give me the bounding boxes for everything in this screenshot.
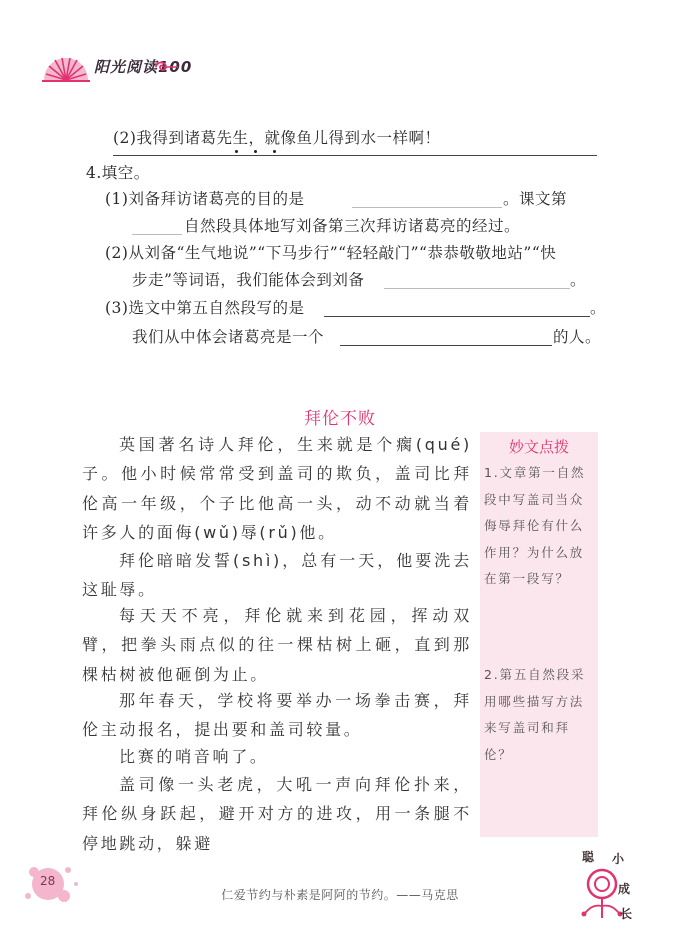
question-4-1-suffix: 。课文第: [503, 190, 568, 208]
corner-char: 成: [618, 882, 631, 896]
answer-blank[interactable]: [352, 207, 502, 208]
emphasis-dot: [254, 150, 257, 153]
sidebar-title: 妙文点拨: [508, 438, 569, 456]
question-4-label: 4.填空。: [86, 164, 150, 182]
emphasis-dot: [273, 150, 276, 153]
article-paragraph: 英国著名诗人拜伦，生来就是个瘸(qué)子。他小时候常常受到盖司的欺负，盖司比拜伦高一年级，个子比他高一头，动不动就当着许多人的面侮(wǔ)辱(rǔ)他。: [82, 435, 472, 542]
answer-blank[interactable]: [384, 288, 570, 289]
article-paragraph: 盖司像一头老虎，大吼一声向拜伦扑来，拜伦纵身跃起，避开对方的进攻，用一条腿不停地跳动，躲避: [82, 775, 472, 853]
question-4-3-end: 。: [590, 299, 607, 317]
article-paragraph: 拜伦暗暗发誓(shì)，总有一天，他要洗去这耻辱。: [82, 551, 472, 600]
logo-fan-icon: [40, 48, 92, 84]
corner-char: 小: [612, 852, 625, 866]
sidebar-question-2: 2.第五自然段采用哪些描写方法来写盖司和拜伦？: [484, 667, 586, 762]
answer-line[interactable]: [324, 316, 590, 317]
corner-char: 长: [620, 907, 633, 921]
footer-quote: 仁爱节约与朴素是阿阿的节约。——马克思: [221, 888, 459, 902]
article-paragraph: 那年春天，学校将要举办一场拳击赛，拜伦主动报名，提出要和盖司较量。: [82, 691, 472, 740]
article-paragraph: 比赛的哨音响了。: [119, 747, 269, 766]
page-number: 28: [40, 874, 56, 888]
answer-line[interactable]: [340, 345, 552, 346]
question-4-3-cont-end: 的人。: [553, 328, 602, 346]
question-4-2-end: 。: [570, 271, 587, 289]
question-4-1-text: (1)刘备拜访诸葛亮的目的是: [105, 190, 305, 208]
question-4-3-text: (3)选文中第五自然段写的是: [105, 299, 305, 317]
article-title: 拜伦不败: [304, 409, 376, 429]
corner-char: 聪: [582, 850, 595, 864]
emphasis-dot: [235, 150, 238, 153]
article-paragraph: 每天天不亮，拜伦就来到花园，挥动双臂，把拳头雨点似的往一棵枯树上砸，直到那棵枯树被他砸倒为止。: [82, 606, 472, 684]
answer-line[interactable]: [113, 155, 597, 156]
question-4-2-text: (2)从刘备“生气地说”“下马步行”“轻轻敲门”“恭恭敬敬地站”“快: [105, 244, 557, 262]
sidebar-question-1: 1.文章第一自然段中写盖司当众侮辱拜伦有什么作用？为什么放在第一段写？: [484, 465, 586, 586]
answer-blank[interactable]: [132, 234, 182, 235]
question-4-1-cont: 自然段具体地写刘备第三次拜访诸葛亮的经过。: [184, 217, 521, 235]
exercise-item-2-2: (2)我得到诸葛先生，就像鱼儿得到水一样啊！: [113, 129, 441, 147]
swirl-icon: [152, 57, 182, 77]
question-4-2-cont: 步走”等词语，我们能体会到刘备: [132, 271, 365, 289]
question-4-3-cont: 我们从中体会诸葛亮是一个: [132, 328, 325, 346]
brand-title: 阳光阅读100: [94, 58, 193, 76]
